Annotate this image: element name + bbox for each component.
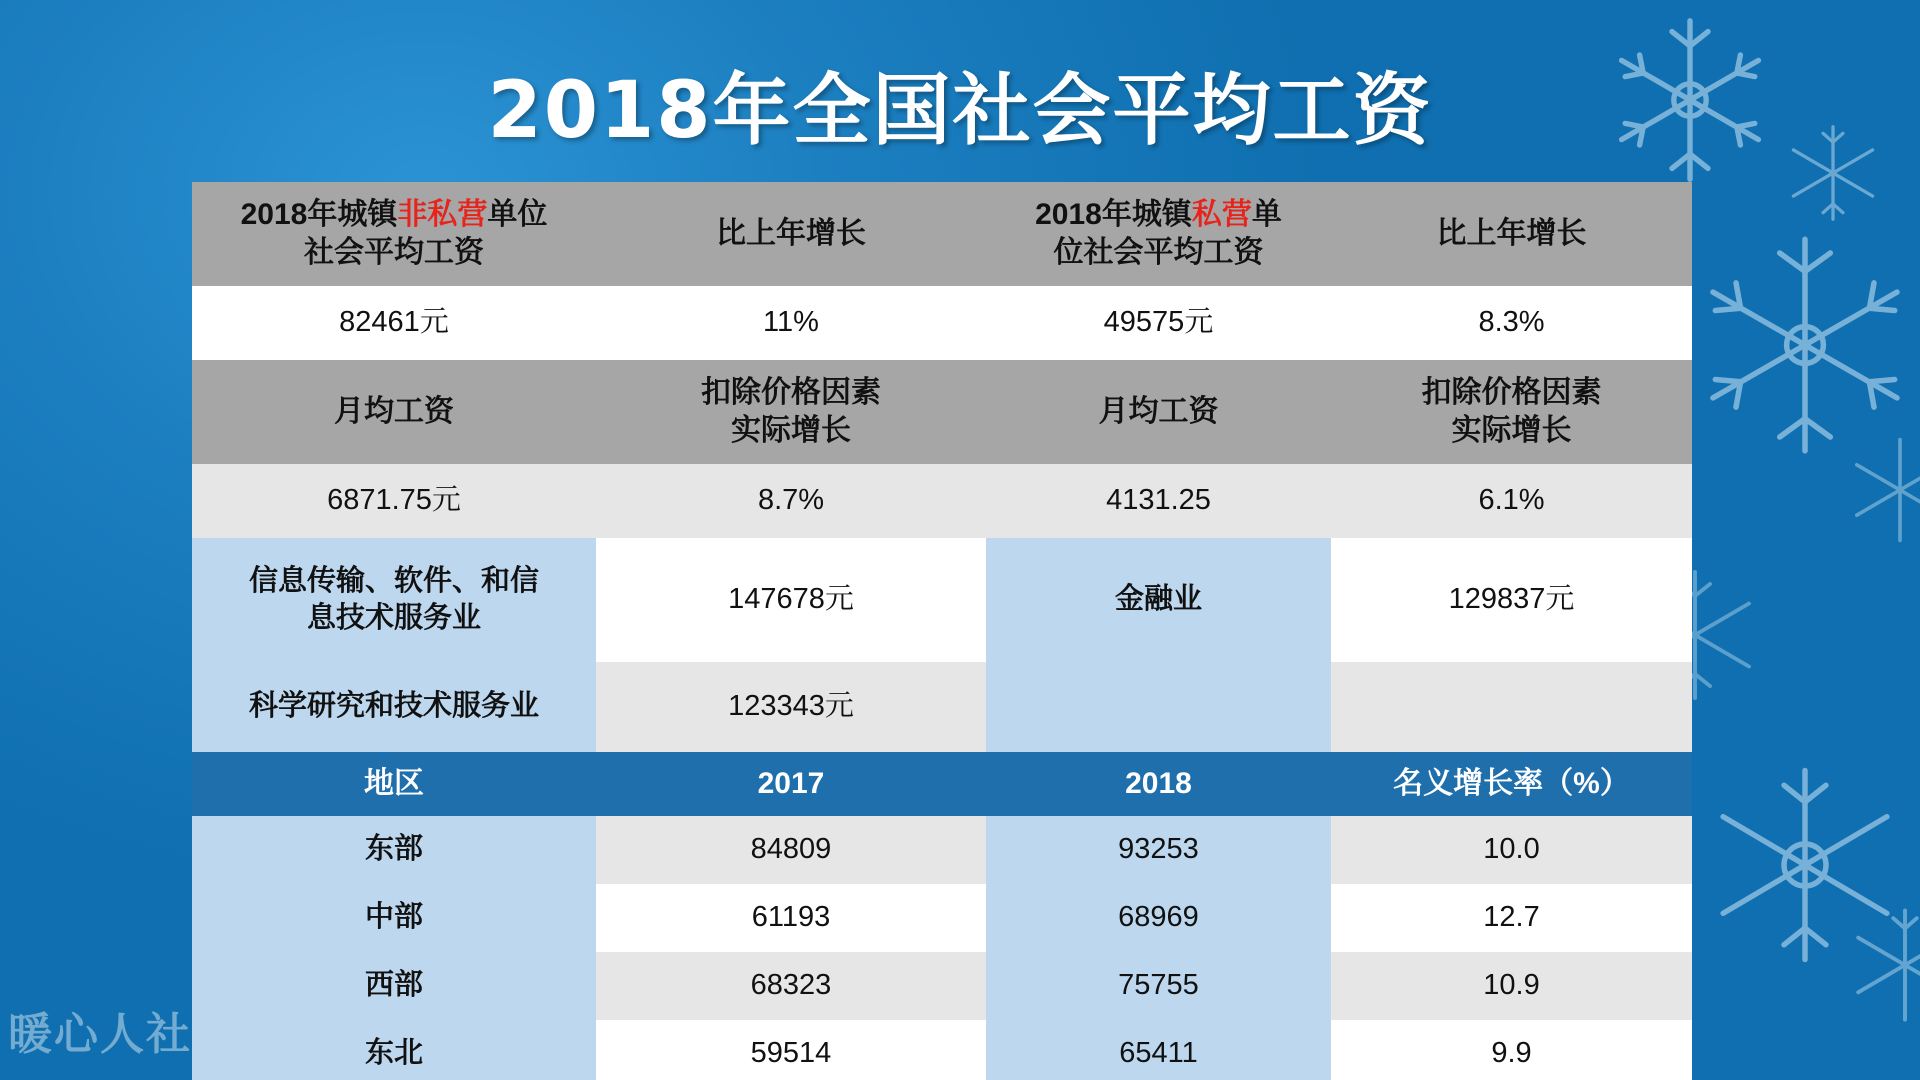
annual-nonprivate-value: 82461元: [192, 286, 596, 360]
region-name: 中部: [192, 884, 596, 952]
industry-finance-value: 129837元: [1331, 538, 1692, 662]
region-name: 西部: [192, 952, 596, 1020]
table-row: [192, 360, 1692, 464]
region-2017-value: 84809: [596, 816, 986, 884]
region-header-row: [192, 752, 1692, 816]
real-growth-label-2: [1331, 360, 1692, 464]
region-growth-value: 10.0: [1331, 816, 1692, 884]
industry-it-value: 147678元: [596, 538, 986, 662]
real-growth-label-1: [596, 360, 986, 464]
table-row: [192, 538, 1692, 662]
header-text-highlight: 非私营: [397, 197, 488, 231]
industry-it-line2: 息技术服务业: [306, 602, 481, 634]
header-cell-private: [986, 182, 1331, 286]
monthly-nonprivate-value: 6871.75元: [192, 464, 596, 538]
annual-private-value: 49575元: [986, 286, 1331, 360]
industry-empty-label: [986, 662, 1331, 752]
region-name: 东部: [192, 816, 596, 884]
page-title: 2018年全国社会平均工资: [487, 66, 1433, 156]
region-2017-value: 68323: [596, 952, 986, 1020]
table-row: [192, 662, 1692, 752]
header-cell-growth-2: 比上年增长: [1331, 182, 1692, 286]
monthly-label-nonprivate: 月均工资: [192, 360, 596, 464]
header-cell-growth-1: 比上年增长: [596, 182, 986, 286]
snowflake-icon: [1840, 430, 1920, 550]
watermark-label: 暖心人社: [8, 1009, 192, 1060]
industry-research-value: 123343元: [596, 662, 986, 752]
region-2017-value: 59514: [596, 1020, 986, 1080]
table-row: [192, 884, 1692, 952]
table-row: [192, 952, 1692, 1020]
region-growth-value: 12.7: [1331, 884, 1692, 952]
wage-table: [192, 182, 1692, 1080]
real-growth-line1: 扣除价格因素: [1421, 375, 1602, 409]
region-2018-value: 65411: [986, 1020, 1331, 1080]
table-row: [192, 286, 1692, 360]
table-row: [192, 464, 1692, 538]
industry-it-line1: 信息传输、软件、和信: [248, 564, 539, 597]
header-cell-nonprivate: [192, 182, 596, 286]
region-header-growth: 名义增长率（%）: [1331, 752, 1692, 816]
monthly-label-private: 月均工资: [986, 360, 1331, 464]
table-header-row: [192, 182, 1692, 286]
industry-it-label: [192, 538, 596, 662]
wage-table-container: [192, 182, 1692, 1080]
real-growth-line2: 实际增长: [731, 414, 851, 447]
header-text-line2: 位社会平均工资: [1053, 236, 1264, 269]
industry-finance-label: 金融业: [986, 538, 1331, 662]
region-name: 东北: [192, 1020, 596, 1080]
annual-nonprivate-growth: 11%: [596, 286, 986, 360]
region-header-area: 地区: [192, 752, 596, 816]
header-text-highlight: 私营: [1191, 197, 1252, 231]
region-2018-value: 75755: [986, 952, 1331, 1020]
header-text-part2: 单位: [487, 197, 548, 231]
monthly-private-real-growth: 6.1%: [1331, 464, 1692, 538]
snowflake-icon: [1840, 900, 1920, 1030]
monthly-nonprivate-real-growth: 8.7%: [596, 464, 986, 538]
header-text-part1: 2018年城镇: [1035, 197, 1192, 231]
header-text-line2: 社会平均工资: [304, 236, 484, 269]
header-text-part1: 2018年城镇: [240, 197, 398, 231]
region-2017-value: 61193: [596, 884, 986, 952]
table-row: [192, 1020, 1692, 1080]
monthly-private-value: 4131.25: [986, 464, 1331, 538]
region-2018-value: 93253: [986, 816, 1331, 884]
region-growth-value: 10.9: [1331, 952, 1692, 1020]
real-growth-line1: 扣除价格因素: [701, 375, 881, 409]
region-2018-value: 68969: [986, 884, 1331, 952]
real-growth-line2: 实际增长: [1451, 414, 1572, 447]
region-header-2018: 2018: [986, 752, 1331, 816]
header-text-part2: 单: [1251, 197, 1282, 231]
snowflake-icon: [1690, 230, 1920, 460]
region-growth-value: 9.9: [1331, 1020, 1692, 1080]
table-row: [192, 816, 1692, 884]
snowflake-icon: [1700, 760, 1910, 970]
industry-empty-value: [1331, 662, 1692, 752]
annual-private-growth: 8.3%: [1331, 286, 1692, 360]
industry-research-label: 科学研究和技术服务业: [192, 662, 596, 752]
region-header-2017: 2017: [596, 752, 986, 816]
